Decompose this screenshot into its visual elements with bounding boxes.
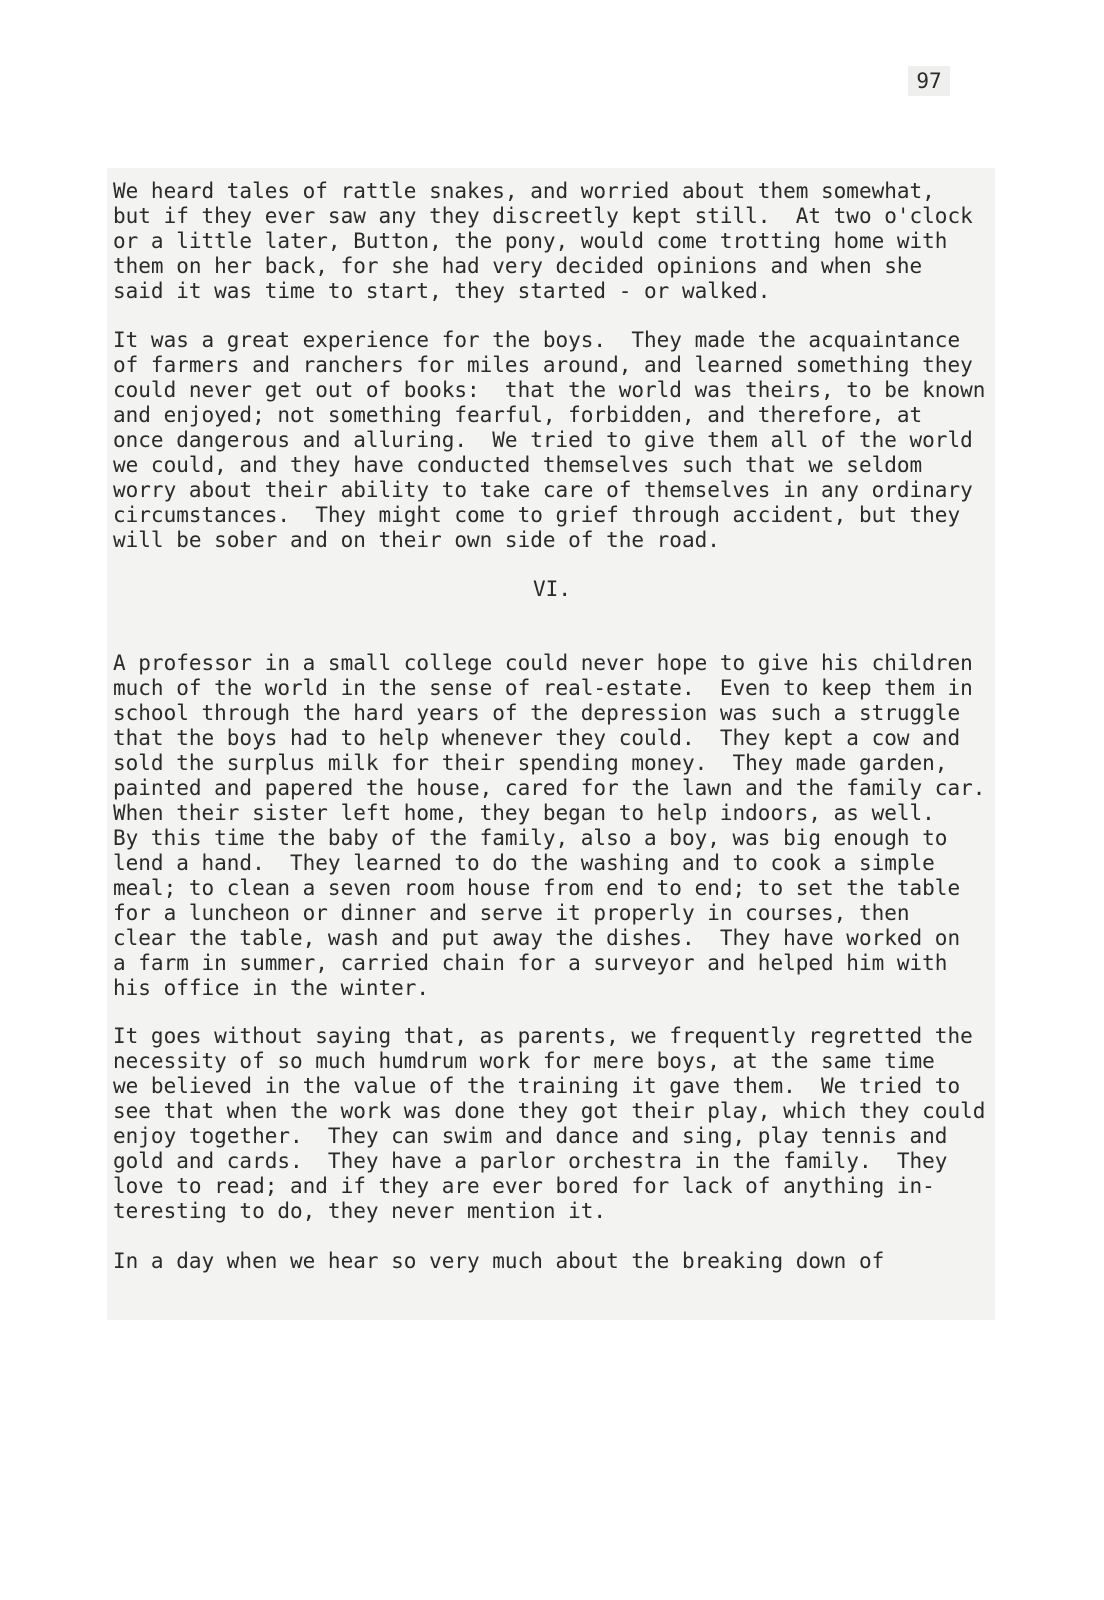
- paragraph-3-line-11: for a luncheon or dinner and serve it properly in courses, then: [113, 901, 910, 925]
- paragraph-3-line-12: clear the table, wash and put away the dishes. They have worked on: [113, 926, 961, 950]
- paragraph-2-line-6: we could, and they have conducted themselves such that we seldom: [113, 453, 923, 477]
- paragraph-3-line-10: meal; to clean a seven room house from end to end; to set the table: [113, 876, 961, 900]
- page-number: 97: [908, 66, 950, 96]
- paragraph-4-line-8: teresting to do, they never mention it.: [113, 1199, 607, 1223]
- paragraph-2-line-1: It was a great experience for the boys. They made the acquaintance: [113, 328, 961, 352]
- paragraph-1-line-3: or a little later, Button, the pony, would come trotting home with: [113, 229, 948, 253]
- paragraph-4-line-6: gold and cards. They have a parlor orchestra in the family. They: [113, 1149, 948, 1173]
- section-heading: VI.: [533, 577, 571, 601]
- paragraph-3-line-6: painted and papered the house, cared for the lawn and the family car.: [113, 776, 986, 800]
- paragraph-1-line-5: said it was time to start, they started - or walked.: [113, 279, 771, 303]
- paragraph-2-line-4: and enjoyed; not something fearful, forbidden, and therefore, at: [113, 403, 923, 427]
- paragraph-2-line-7: worry about their ability to take care of themselves in any ordinary: [113, 478, 973, 502]
- paragraph-3-line-4: that the boys had to help whenever they could. They kept a cow and: [113, 726, 961, 750]
- paragraph-4-line-5: enjoy together. They can swim and dance and sing, play tennis and: [113, 1124, 948, 1148]
- paragraph-3-line-5: sold the surplus milk for their spending money. They made garden,: [113, 751, 948, 775]
- paragraph-4-line-1: It goes without saying that, as parents, we frequently regretted the: [113, 1024, 973, 1048]
- paragraph-3-line-3: school through the hard years of the depression was such a struggle: [113, 701, 961, 725]
- paragraph-3-line-2: much of the world in the sense of real-estate. Even to keep them in: [113, 676, 973, 700]
- paragraph-2-line-5: once dangerous and alluring. We tried to give them all of the world: [113, 428, 973, 452]
- paragraph-2-line-3: could never get out of books: that the world was theirs, to be known: [113, 378, 986, 402]
- paragraph-4-line-7: love to read; and if they are ever bored for lack of anything in-: [113, 1174, 935, 1198]
- paragraph-3-line-1: A professor in a small college could never hope to give his children: [113, 651, 973, 675]
- paragraph-4-line-2: necessity of so much humdrum work for mere boys, at the same time: [113, 1049, 935, 1073]
- paragraph-3-line-7: When their sister left home, they began to help indoors, as well.: [113, 801, 935, 825]
- paragraph-3-line-8: By this time the baby of the family, also a boy, was big enough to: [113, 826, 948, 850]
- paragraph-2-line-9: will be sober and on their own side of the road.: [113, 528, 720, 552]
- paragraph-2-line-8: circumstances. They might come to grief through accident, but they: [113, 503, 961, 527]
- paragraph-3-line-14: his office in the winter.: [113, 976, 430, 1000]
- paragraph-1-line-1: We heard tales of rattle snakes, and worried about them somewhat,: [113, 179, 935, 203]
- paragraph-1-line-2: but if they ever saw any they discreetly kept still. At two o'clock: [113, 204, 973, 228]
- paragraph-1-line-4: them on her back, for she had very decided opinions and when she: [113, 254, 923, 278]
- paragraph-5-line-1: In a day when we hear so very much about the breaking down of: [113, 1249, 885, 1273]
- paragraph-4-line-4: see that when the work was done they got their play, which they could: [113, 1099, 986, 1123]
- paragraph-2-line-2: of farmers and ranchers for miles around, and learned something they: [113, 353, 973, 377]
- paragraph-3-line-9: lend a hand. They learned to do the washing and to cook a simple: [113, 851, 935, 875]
- paragraph-4-line-3: we believed in the value of the training it gave them. We tried to: [113, 1074, 961, 1098]
- paragraph-3-line-13: a farm in summer, carried chain for a surveyor and helped him with: [113, 951, 948, 975]
